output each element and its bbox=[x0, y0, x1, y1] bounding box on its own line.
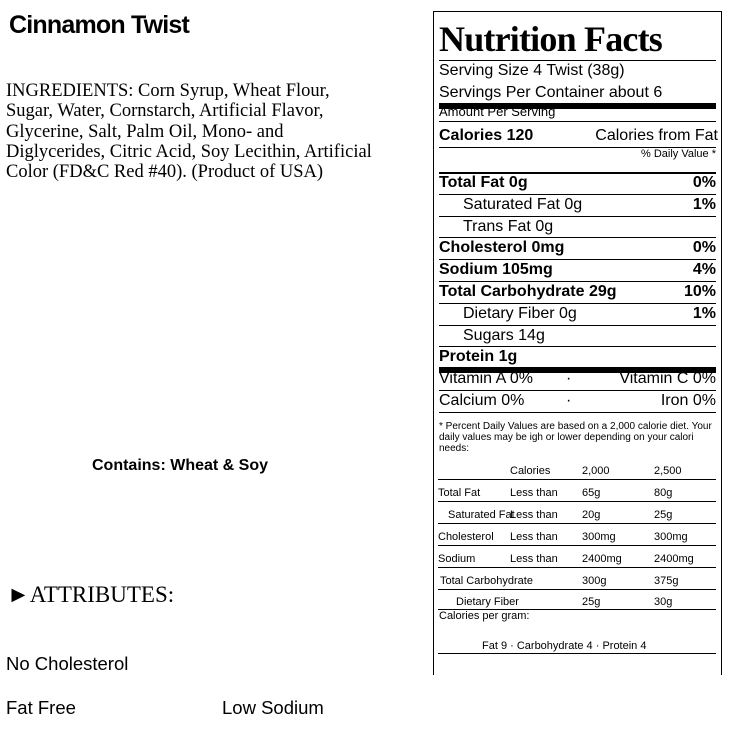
divider bbox=[439, 390, 716, 391]
divider bbox=[439, 303, 716, 304]
nutrition-facts-panel bbox=[433, 11, 722, 675]
table-row-qualifier: Less than bbox=[510, 509, 558, 521]
nutrient-row-dv: 0% bbox=[692, 239, 716, 256]
divider bbox=[439, 346, 716, 347]
daily-value-header: % Daily Value * bbox=[641, 148, 716, 160]
table-row-nutrient: Cholesterol bbox=[438, 531, 494, 543]
table-row-2500: 30g bbox=[654, 596, 673, 608]
product-title: Cinnamon Twist bbox=[9, 11, 189, 39]
calories-per-gram-values: Fat 9 · Carbohydrate 4 · Protein 4 bbox=[482, 640, 647, 652]
daily-value-footnote: * Percent Daily Values are based on a 2,000 calorie diet. Your daily values may be igh or lower depending on your calori needs: bbox=[439, 421, 712, 454]
nutrient-row-dv: 4% bbox=[692, 261, 716, 278]
nutrient-row-label: Cholesterol 0mg bbox=[439, 239, 565, 256]
divider bbox=[438, 479, 716, 480]
calcium: Calcium 0% bbox=[439, 392, 525, 409]
divider bbox=[439, 325, 716, 326]
serving-size: Serving Size 4 Twist (38g) bbox=[439, 62, 625, 79]
table-row-qualifier: Less than bbox=[510, 531, 558, 543]
table-row-2000: 2400mg bbox=[582, 553, 622, 565]
amount-per-serving: Amount Per Serving bbox=[439, 104, 556, 119]
nutrition-title: Nutrition Facts bbox=[439, 19, 662, 59]
attributes-heading: ►ATTRIBUTES: bbox=[7, 582, 175, 607]
vitamin-a: Vitamin A 0% bbox=[439, 370, 533, 387]
table-row-nutrient: Total Carbohydrate bbox=[440, 575, 533, 587]
nutrient-row-label: Total Fat 0g bbox=[439, 174, 528, 191]
allergen-statement: Contains: Wheat & Soy bbox=[92, 457, 269, 474]
divider bbox=[439, 281, 716, 282]
attribute-no-cholesterol: No Cholesterol bbox=[6, 653, 129, 674]
nutrient-row-label: Total Carbohydrate 29g bbox=[439, 283, 617, 300]
nutrient-row-dv: 1% bbox=[692, 305, 716, 322]
nutrient-row-label: Trans Fat 0g bbox=[463, 218, 554, 235]
divider bbox=[439, 412, 716, 413]
nutrient-row-dv: 0% bbox=[692, 174, 716, 191]
nutrient-row-label: Sodium 105mg bbox=[439, 261, 553, 278]
nutrient-row-label: Protein 1g bbox=[439, 348, 518, 365]
table-row-2000: 25g bbox=[582, 596, 601, 608]
nutrient-row-dv: 1% bbox=[692, 196, 716, 213]
attribute-low-sodium: Low Sodium bbox=[222, 697, 324, 718]
table-header-2000: 2,000 bbox=[582, 465, 610, 477]
separator-dot: · bbox=[566, 392, 572, 409]
table-row-2000: 300g bbox=[582, 575, 607, 587]
table-header-2500: 2,500 bbox=[654, 465, 682, 477]
table-row-qualifier: Less than bbox=[510, 487, 558, 499]
table-row-2500: 2400mg bbox=[654, 553, 694, 565]
table-row-2500: 375g bbox=[654, 575, 679, 587]
divider bbox=[438, 545, 716, 546]
table-row-nutrient: Saturated Fat bbox=[448, 509, 515, 521]
divider bbox=[439, 194, 716, 195]
divider bbox=[439, 259, 716, 260]
calories-per-gram-label: Calories per gram: bbox=[439, 610, 530, 622]
table-header-calories: Calories bbox=[510, 465, 551, 477]
table-row-2000: 300mg bbox=[582, 531, 616, 543]
divider bbox=[438, 589, 716, 590]
table-row-2500: 25g bbox=[654, 509, 673, 521]
table-row-2500: 80g bbox=[654, 487, 673, 499]
table-row-nutrient: Dietary Fiber bbox=[456, 596, 519, 608]
vitamin-c: Vitamin C 0% bbox=[619, 370, 716, 387]
divider bbox=[438, 501, 716, 502]
divider bbox=[439, 60, 716, 61]
table-row-nutrient: Total Fat bbox=[438, 487, 481, 499]
divider bbox=[438, 523, 716, 524]
table-row-2500: 300mg bbox=[654, 531, 688, 543]
attribute-fat-free: Fat Free bbox=[6, 697, 76, 718]
nutrient-row-dv: 10% bbox=[683, 283, 716, 300]
divider bbox=[438, 653, 716, 654]
divider bbox=[439, 121, 716, 122]
table-row-2000: 20g bbox=[582, 509, 601, 521]
divider bbox=[439, 216, 716, 217]
table-row-qualifier: Less than bbox=[510, 553, 558, 565]
nutrient-row-label: Saturated Fat 0g bbox=[463, 196, 583, 213]
nutrient-row-label: Sugars 14g bbox=[463, 327, 545, 344]
iron: Iron 0% bbox=[660, 392, 716, 409]
servings-per-container: Servings Per Container about 6 bbox=[439, 84, 663, 101]
calories-from-fat: Calories from Fat bbox=[595, 127, 718, 144]
divider bbox=[438, 567, 716, 568]
calories: Calories 120 bbox=[439, 127, 534, 144]
divider bbox=[439, 237, 716, 238]
table-row-nutrient: Sodium bbox=[438, 553, 476, 565]
separator-dot: · bbox=[566, 370, 572, 387]
ingredients-text: INGREDIENTS: Corn Syrup, Wheat Flour, Sugar, Water, Cornstarch, Artificial Flavor, Glycerine, Salt, Palm Oil, Mono- and Diglycerides, Citric Acid, Soy Lecithin, Artificial Color (FD&C Red #40). (Product of USA) bbox=[6, 81, 372, 183]
table-row-2000: 65g bbox=[582, 487, 601, 499]
nutrient-row-label: Dietary Fiber 0g bbox=[463, 305, 577, 322]
